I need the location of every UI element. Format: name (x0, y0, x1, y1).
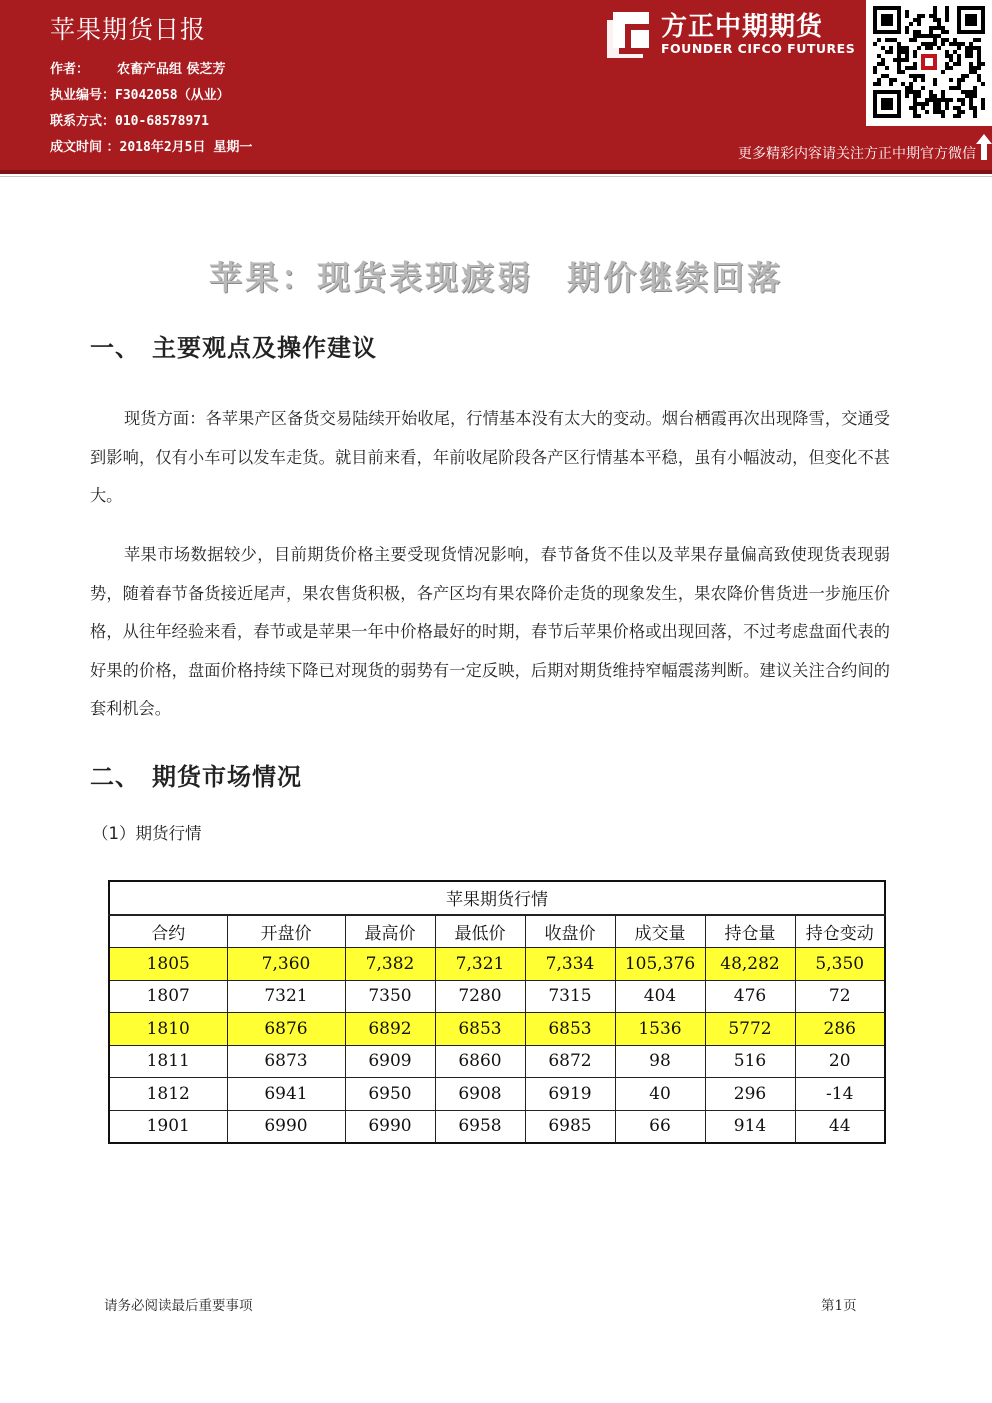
table-cell: 296 (705, 1078, 795, 1111)
table-row (109, 980, 885, 1013)
table-cell: 7280 (435, 980, 525, 1013)
table-cell: 1811 (109, 1045, 227, 1078)
page-number: 第1页 (821, 1298, 857, 1314)
company-logo (603, 6, 858, 62)
table-cell: 476 (705, 980, 795, 1013)
futures-quote-table (108, 880, 886, 1144)
table-cell: 1536 (615, 1013, 705, 1046)
table-cell: 6950 (345, 1078, 435, 1111)
table-cell: 72 (795, 980, 885, 1013)
table-cell: 7,321 (435, 948, 525, 981)
table-cell: 48,282 (705, 948, 795, 981)
column-header: 合约 (109, 915, 227, 948)
table-row (109, 948, 885, 981)
table-cell: 6985 (525, 1110, 615, 1143)
table-cell: 6853 (435, 1013, 525, 1046)
table-row (109, 1078, 885, 1111)
table-cell: 6853 (525, 1013, 615, 1046)
contact-line (50, 110, 209, 129)
table-cell: 6892 (345, 1013, 435, 1046)
follow-wechat-text: 更多精彩内容请关注方正中期官方微信 (738, 146, 976, 162)
table-cell: 6990 (227, 1110, 345, 1143)
logo-cn-text: 方正中期期货 (661, 12, 824, 42)
date-label: 成文时间 ： (50, 140, 120, 155)
header-divider (0, 170, 992, 174)
footer-notice: 请务必阅读最后重要事项 (104, 1298, 253, 1314)
column-header: 持仓变动 (795, 915, 885, 948)
column-header: 成交量 (615, 915, 705, 948)
report-header (0, 0, 992, 170)
table-cell: 6909 (345, 1045, 435, 1078)
table-cell: 7,334 (525, 948, 615, 981)
table-cell: 40 (615, 1078, 705, 1111)
contact-label: 联系方式： (50, 114, 116, 129)
table-cell: 7350 (345, 980, 435, 1013)
table-cell: 5772 (705, 1013, 795, 1046)
table-cell: 5,350 (795, 948, 885, 981)
section2-number: 二、 (90, 763, 140, 791)
section1-title: 主要观点及操作建议 (152, 334, 377, 362)
section2-heading (90, 757, 302, 792)
spot-paragraph: 现货方面：各苹果产区备货交易陆续开始收尾，行情基本没有太大的变动。烟台栖霞再次出现降雪，交通受到影响，仅有小车可以发车走货。就目前来看，年前收尾阶段各产区行情基本平稳，虽有小幅波动，但变化不甚大。 (90, 409, 890, 505)
table-row (109, 1110, 885, 1143)
title-part2: 期价继续回落 (567, 258, 783, 297)
table-cell: 98 (615, 1045, 705, 1078)
table-cell: 7,360 (227, 948, 345, 981)
report-name: 苹果期货日报 (50, 15, 207, 44)
table-cell: 6873 (227, 1045, 345, 1078)
table-cell: 6958 (435, 1110, 525, 1143)
wechat-qr-code (866, 0, 992, 126)
table-cell: 404 (615, 980, 705, 1013)
table-cell: 6860 (435, 1045, 525, 1078)
column-header: 持仓量 (705, 915, 795, 948)
table-cell: 105,376 (615, 948, 705, 981)
column-header: 开盘价 (227, 915, 345, 948)
table-cell: 914 (705, 1110, 795, 1143)
license-value: F3042058（从业） (115, 88, 230, 103)
table-cell: 1805 (109, 948, 227, 981)
table-cell: 516 (705, 1045, 795, 1078)
title-part1: 苹果：现货表现疲弱 (209, 258, 533, 297)
table-row (109, 1045, 885, 1078)
column-header: 最低价 (435, 915, 525, 948)
logo-mark-icon (603, 8, 653, 58)
section1-number: 一、 (90, 334, 140, 362)
analysis-paragraph: 苹果市场数据较少，目前期货价格主要受现货情况影响，春节备货不佳以及苹果存量偏高致使现货表现弱势，随着春节备货接近尾声，果农售货积极，各产区均有果农降价走货的现象发生，果农降价售货进一步施压价格，从往年经验来看，春节或是苹果一年中价格最好的时期，春节后苹果价格或出现回落，不过考虑盘面代表的好果的价格，盘面价格持续下降已对现货的弱势有一定反映，后期对期货维持窄幅震荡判断。建议关注合约间的套利机会。 (90, 545, 890, 718)
date-value: 2018年2月5日 星期一 (119, 140, 253, 155)
table-cell: 1812 (109, 1078, 227, 1111)
date-line (50, 136, 252, 155)
futures-subheading: （1）期货行情 (92, 824, 202, 843)
table-caption-row (109, 881, 885, 915)
table-cell: 6876 (227, 1013, 345, 1046)
license-line (50, 84, 230, 103)
column-header: 收盘价 (525, 915, 615, 948)
table-cell: -14 (795, 1078, 885, 1111)
up-arrow-icon (976, 134, 992, 160)
logo-en-text: FOUNDER CIFCO FUTURES (661, 41, 856, 56)
section1-heading (90, 328, 377, 363)
table-cell: 1901 (109, 1110, 227, 1143)
table-cell: 7315 (525, 980, 615, 1013)
report-title (0, 252, 992, 299)
table-cell: 286 (795, 1013, 885, 1046)
author-line (50, 58, 226, 77)
table-cell: 66 (615, 1110, 705, 1143)
table-cell: 6990 (345, 1110, 435, 1143)
table-caption: 苹果期货行情 (109, 881, 885, 915)
column-header: 最高价 (345, 915, 435, 948)
table-cell: 20 (795, 1045, 885, 1078)
table-row (109, 1013, 885, 1046)
qr-code-icon (873, 6, 985, 118)
header-divider-thin (0, 176, 992, 177)
license-label: 执业编号： (50, 88, 116, 103)
table-cell: 1810 (109, 1013, 227, 1046)
table-cell: 6872 (525, 1045, 615, 1078)
table-cell: 6941 (227, 1078, 345, 1111)
table-cell: 7,382 (345, 948, 435, 981)
section2-title: 期货市场情况 (152, 763, 302, 791)
author-label: 作者： (50, 62, 90, 77)
contact-value: 010-68578971 (115, 114, 209, 129)
table-cell: 7321 (227, 980, 345, 1013)
table-cell: 6908 (435, 1078, 525, 1111)
table-body (109, 948, 885, 1144)
futures-table-container (108, 880, 884, 1144)
author-value: 农畜产品组 侯芝芳 (117, 62, 226, 77)
table-cell: 6919 (525, 1078, 615, 1111)
table-cell: 44 (795, 1110, 885, 1143)
table-header-row (109, 915, 885, 948)
table-cell: 1807 (109, 980, 227, 1013)
